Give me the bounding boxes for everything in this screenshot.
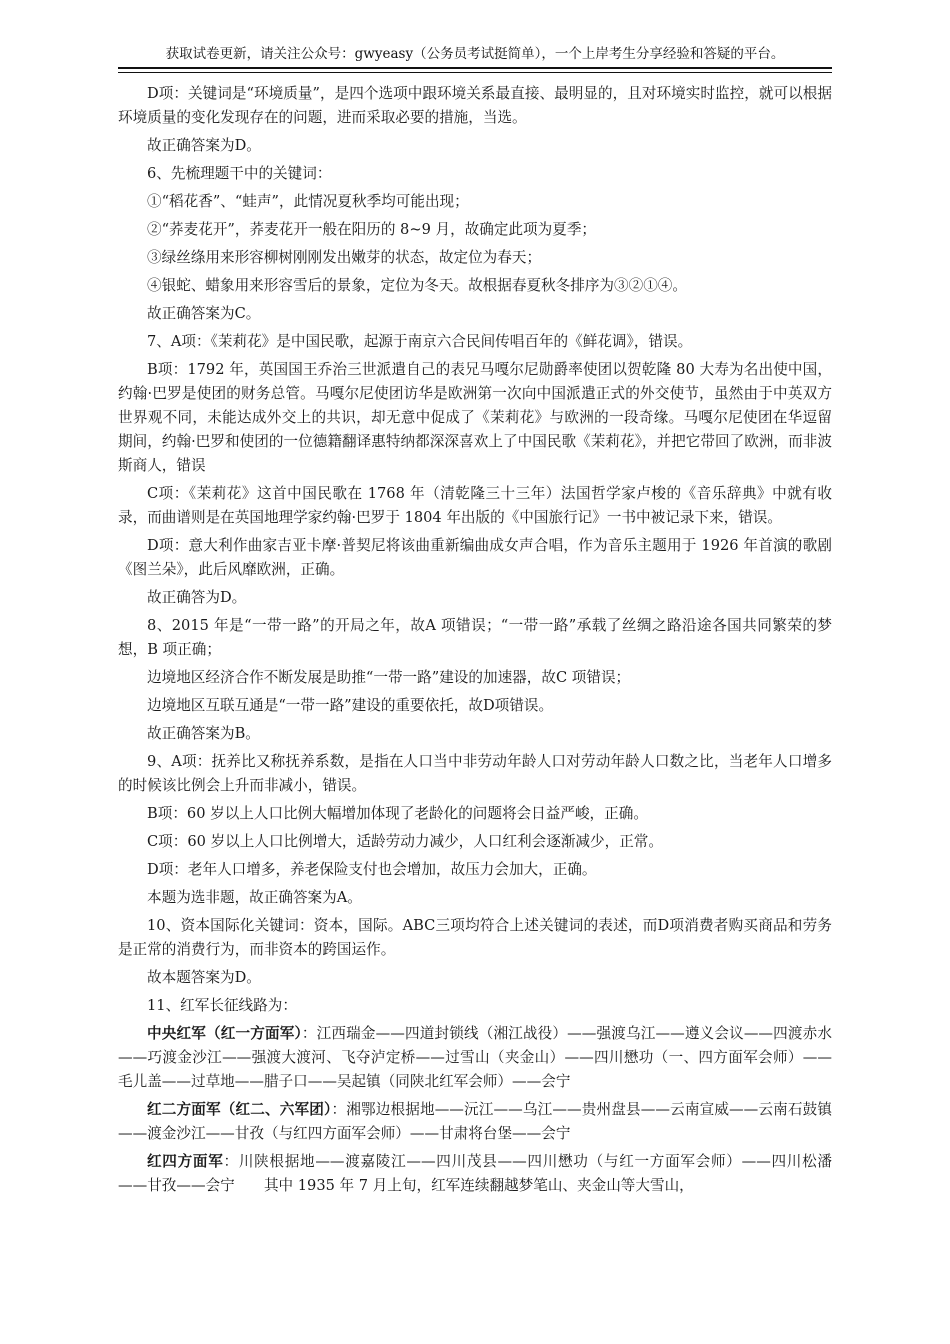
route-paragraph-central-army: [118, 1022, 832, 1094]
paragraph: 本题为选非题，故正确答案为A。: [147, 889, 362, 906]
paragraph: 边境地区经济合作不断发展是助推“一带一路”建设的加速器，故C 项错误；: [147, 669, 631, 686]
paragraph: B项：60 岁以上人口比例大幅增加体现了老龄化的问题将会日益严峻，正确。: [147, 805, 648, 822]
paragraph: 9、A项：抚养比又称抚养系数，是指在人口当中非劳动年龄人口对劳动年龄人口数之比，当老年人口增多的时候该比例会上升而非减小，错误。: [118, 753, 832, 794]
paragraph: ②“荞麦花开”，荞麦花开一般在阳历的 8~9 月，故确定此项为夏季；: [147, 221, 597, 238]
header-rule-thin: [118, 72, 832, 73]
paragraph: 故正确答为D。: [147, 589, 247, 606]
route-heading: 中央红军（红一方面军）: [147, 1025, 302, 1042]
route-text: ：湘鄂边根据地——沅江——乌江——贵州盘县——云南宣威——云南石鼓镇——渡金沙江——甘孜（与红四方面军会师）——甘肃将台堡——会宁: [118, 1101, 832, 1142]
page-header: 获取试卷更新，请关注公众号：gwyeasy（公务员考试挺简单），一个上岸考生分享经验和答疑的平台。: [165, 46, 785, 62]
paragraph: ④银蛇、蜡象用来形容雪后的景象，定位为冬天。故根据春夏秋冬排序为③②①④。: [147, 277, 687, 294]
paragraph: 故正确答案为D。: [147, 137, 261, 154]
paragraph: D项：老年人口增多，养老保险支付也会增加，故压力会加大，正确。: [147, 861, 597, 878]
document-body: [118, 82, 832, 1202]
paragraph: 6、先梳理题干中的关键词：: [147, 165, 332, 182]
paragraph: 故正确答案为C。: [147, 305, 261, 322]
paragraph: 8、2015 年是“一带一路”的开局之年，故A 项错误；“一带一路”承载了丝绸之路沿途各国共同繁荣的梦想，B 项正确；: [118, 617, 832, 658]
route-text: ：江西瑞金——四道封锁线（湘江战役）——强渡乌江——遵义会议——四渡赤水——巧渡金沙江——强渡大渡河、飞夺泸定桥——过雪山（夹金山）——四川懋功（一、四方面军会师）——毛儿盖——过草地——腊子口——吴起镇（同陕北红军会师）——会宁: [118, 1025, 832, 1090]
route-paragraph-second-front: [118, 1098, 832, 1146]
paragraph: 故本题答案为D。: [147, 969, 261, 986]
paragraph: 故正确答案为B。: [147, 725, 260, 742]
paragraph: C项：《茉莉花》这首中国民歌在 1768 年（清乾隆三十三年）法国哲学家卢梭的《音乐辞典》中就有收录，而曲谱则是在英国地理学家约翰·巴罗于 1804 年出版的《中国旅行记》一书中被记录下来，错误。: [118, 485, 832, 526]
paragraph: D项：关键词是“环境质量”，是四个选项中跟环境关系最直接、最明显的，且对环境实时监控，就可以根据环境质量的变化发现存在的问题，进而采取必要的措施，当选。: [118, 85, 832, 126]
paragraph: ①“稻花香”、“蛙声”，此情况夏秋季均可能出现；: [147, 193, 469, 210]
header-rule-thick: [118, 67, 832, 69]
route-text: ：川陕根据地——渡嘉陵江——四川茂县——四川懋功（与红一方面军会师）——四川松潘——甘孜——会宁 其中 1935 年 7 月上旬，红军连续翻越梦笔山、夹金山等大雪山，: [118, 1153, 832, 1194]
paragraph: D项：意大利作曲家吉亚卡摩·普契尼将该曲重新编曲成女声合唱，作为音乐主题用于 1926 年首演的歌剧《图兰朵》，此后风靡欧洲，正确。: [118, 537, 832, 578]
route-heading: 红四方面军: [147, 1153, 224, 1170]
route-paragraph-fourth-front: [118, 1150, 832, 1198]
paragraph: 10、资本国际化关键词：资本，国际。ABC三项均符合上述关键词的表述，而D项消费者购买商品和劳务是正常的消费行为，而非资本的跨国运作。: [118, 917, 832, 958]
paragraph: 11、红军长征线路为：: [147, 997, 297, 1014]
paragraph: 边境地区互联互通是“一带一路”建设的重要依托，故D项错误。: [147, 697, 554, 714]
paragraph: ③绿丝绦用来形容柳树刚刚发出嫩芽的状态，故定位为春天；: [147, 249, 542, 266]
route-heading: 红二方面军（红二、六军团）: [147, 1101, 332, 1118]
paragraph: 7、A项：《茉莉花》是中国民歌，起源于南京六合民间传唱百年的《鲜花调》，错误。: [147, 333, 693, 350]
paragraph: C项：60 岁以上人口比例增大，适龄劳动力减少，人口红利会逐渐减少，正常。: [147, 833, 663, 850]
paragraph: B项：1792 年，英国国王乔治三世派遣自己的表兄马嘎尔尼勋爵率使团以贺乾隆 80 大寿为名出使中国，约翰·巴罗是使团的财务总管。马嘎尔尼使团访华是欧洲第一次向中国派遣正式的外交使节，虽然由于中英双方世界观不同，未能达成外交上的共识，却无意中促成了《茉莉花》与欧洲的一段奇缘。马嘎尔尼使团在华逗留期间，约翰·巴罗和使团的一位德籍翻译惠特纳都深深喜欢上了中国民歌《茉莉花》，并把它带回了欧洲，而非波斯商人，错误: [118, 361, 832, 474]
